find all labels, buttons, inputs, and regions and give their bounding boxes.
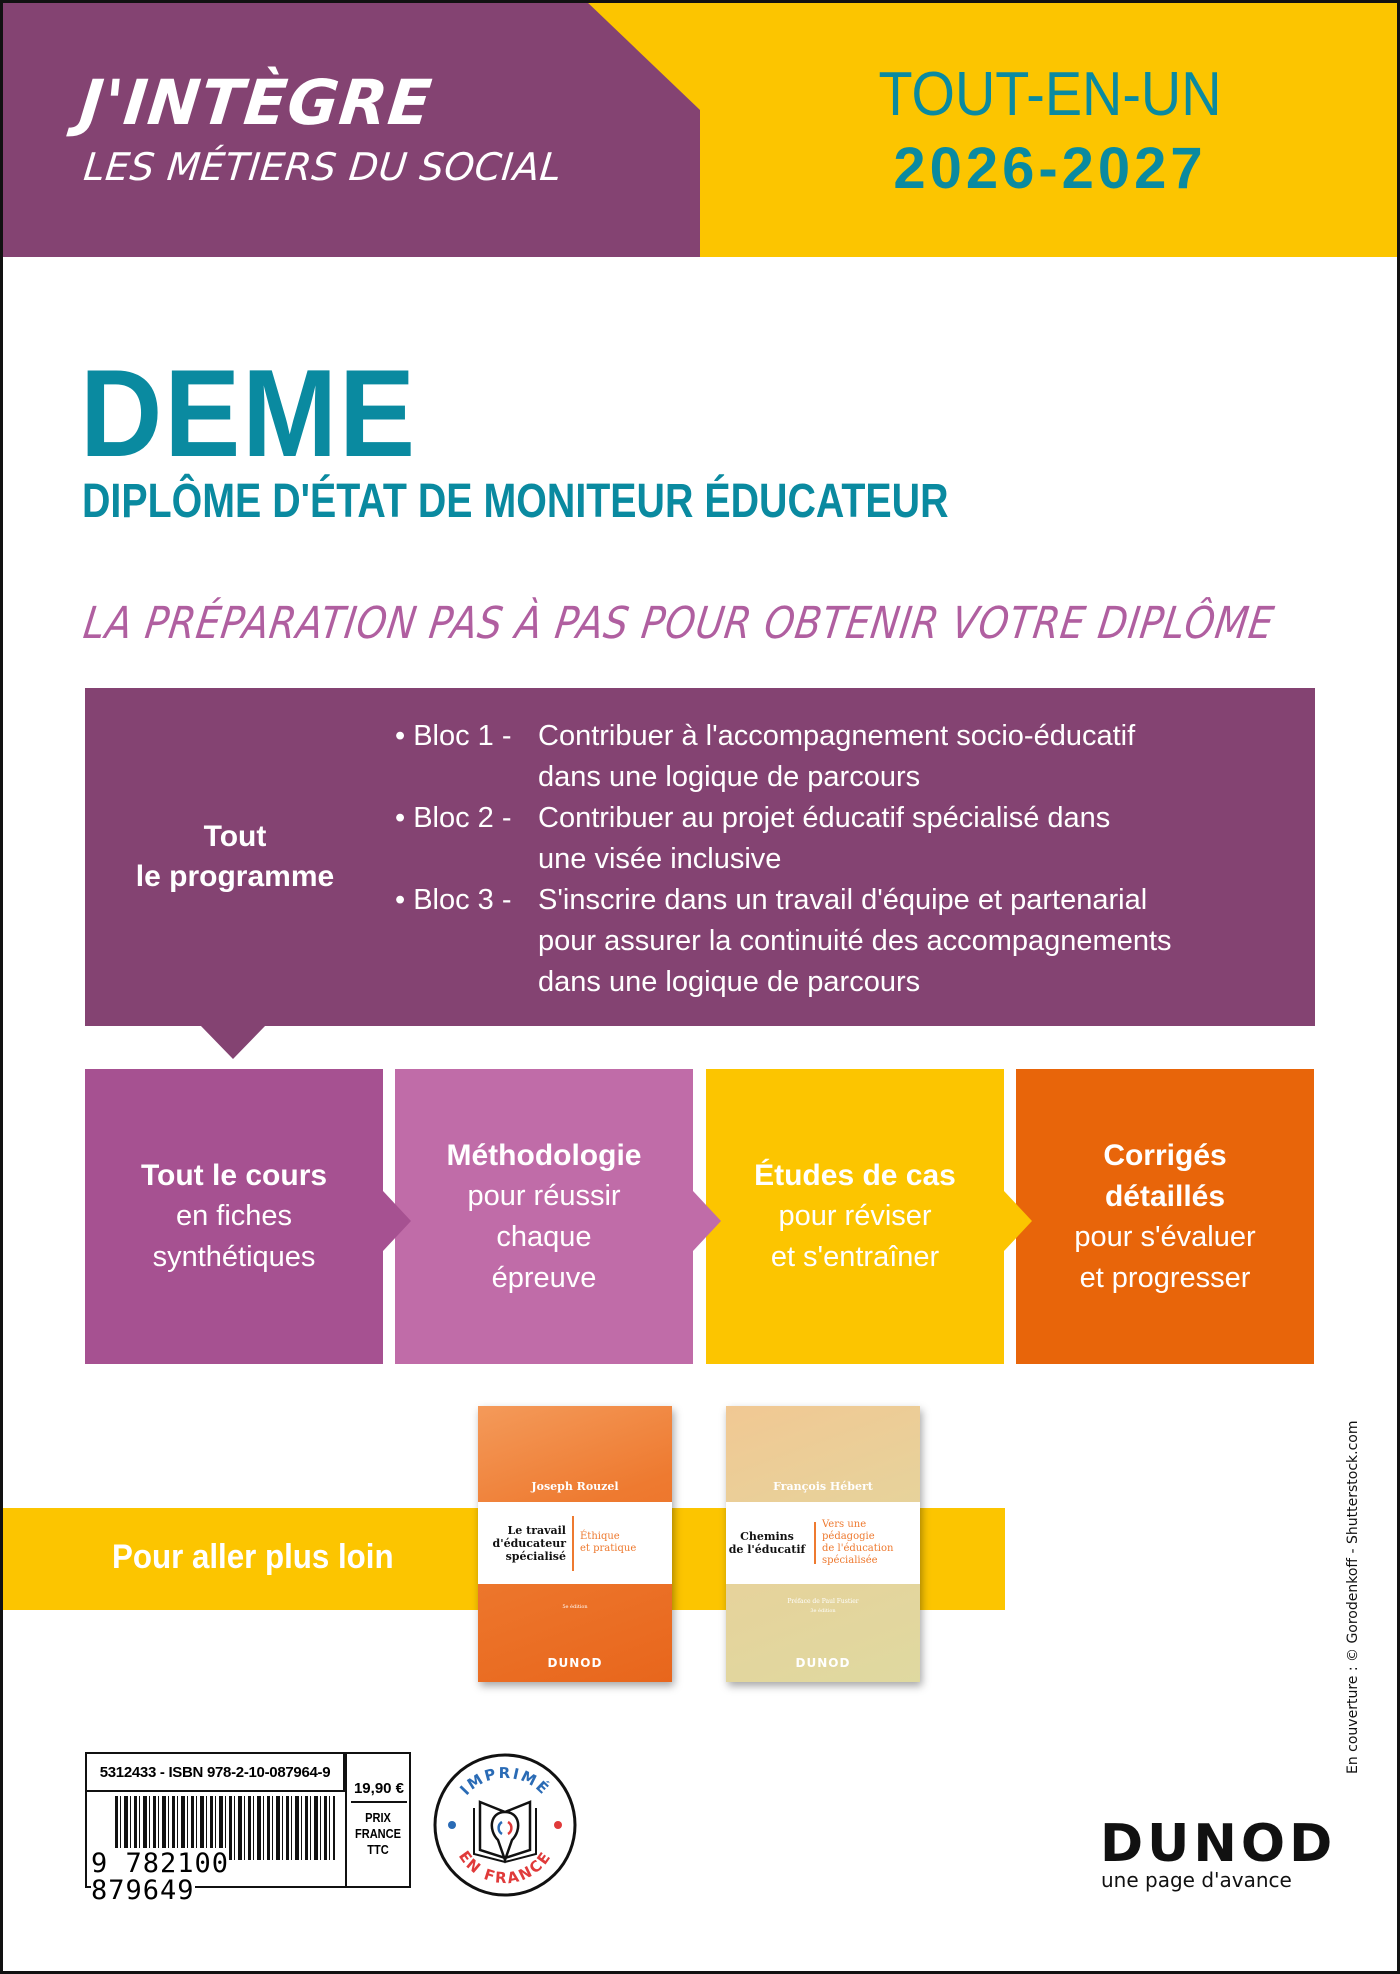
book-cover-hebert [726,1406,920,1682]
book-title-line: d'éducateur [492,1536,566,1550]
book-title-band [726,1502,920,1584]
book-publisher-logo: DUNOD [795,1656,851,1670]
feature-line: et progresser [1079,1261,1251,1294]
svg-text:IMPRIMÉ: IMPRIMÉ [456,1763,554,1799]
publisher-tagline: une page d'avance [1101,1868,1292,1892]
price-label-line: TTC [367,1842,389,1857]
bloc-list [395,716,1258,1003]
program-label-line2: le programme [135,860,335,893]
book-subtitle-line: pédagogie [822,1531,875,1542]
feature-title: Tout le cours [140,1159,328,1192]
barcode-digits-text: 9 782100 879649 [91,1848,230,1906]
feature-tile-corriges [1016,1069,1314,1364]
publisher-logo: DUNOD [1100,1814,1337,1874]
bloc-text [538,880,1258,1003]
bloc-line: dans une logique de parcours [538,966,921,998]
book-subtitle-line: de l'éducation [822,1543,894,1554]
bloc-line: une visée inclusive [538,843,782,875]
series-subtitle: LES MÉTIERS DU SOCIAL [81,145,565,189]
barcode-digits [91,1850,345,1904]
book-preface: Préface de Paul Fustier [787,1598,859,1605]
edition-years: 2026-2027 [893,136,1207,201]
book-subtitle-line: spécialisée [822,1555,878,1566]
book-title-line: spécialisé [505,1549,566,1563]
book-subtitle [816,1519,893,1567]
series-title: J'INTÈGRE [76,66,436,139]
bloc-head: • Bloc 3 - [395,884,512,916]
program-label [85,688,385,1026]
feature-title: Études de cas [754,1159,956,1192]
feature-tile-cours [85,1069,383,1364]
book-edition: 5e édition [562,1604,588,1610]
bloc-line: Contribuer à l'accompagnement socio-éducatif [538,720,1136,752]
feature-tile-methodologie [395,1069,693,1364]
cover-photo-credit: En couverture : © Gorodenkoff - Shutterstock.com [1345,1420,1361,1774]
book-cover-rouzel [478,1406,672,1682]
arrow-right-icon [693,1191,721,1251]
bloc-line: Contribuer au projet éducatif spécialisé dans [538,802,1111,834]
book-title [478,1516,574,1571]
feature-line: épreuve [491,1261,597,1294]
feature-line: chaque [496,1220,592,1253]
svg-text:EN FRANCE: EN FRANCE [454,1847,556,1888]
bloc-text [538,798,1258,880]
bloc-item [395,716,1258,798]
price-label-line: PRIX [365,1810,391,1825]
tagline: LA PRÉPARATION PAS À PAS POUR OBTENIR VOTRE DIPLÔME [80,598,1278,649]
feature-title: Méthodologie [446,1138,642,1172]
barcode-block [85,1752,411,1906]
book-author: Joseph Rouzel [531,1480,619,1493]
bloc-item [395,880,1258,1003]
book-publisher-logo: DUNOD [547,1656,603,1670]
book-title-band [478,1502,672,1584]
feature-line: synthétiques [152,1241,316,1273]
bloc-item [395,798,1258,880]
imprime-en-france-seal [430,1750,580,1900]
price-label [352,1810,405,1858]
program-box [85,688,1315,1026]
edition-label: TOUT-EN-UN [878,60,1222,129]
price-column [345,1754,409,1886]
pointer-triangle-icon [200,1025,266,1059]
arrow-right-icon [383,1191,411,1251]
book-edition: 3e édition [810,1608,836,1614]
book-title [726,1522,816,1564]
further-reading-label: Pour aller plus loin [112,1538,394,1576]
book-subtitle [574,1531,636,1555]
feature-line: pour réussir [467,1179,621,1212]
price-label-line: FRANCE [354,1826,402,1841]
book-subtitle-line: Éthique [580,1531,620,1542]
bloc-text [538,716,1258,798]
book-author: François Hébert [773,1480,873,1493]
program-label-line1: Tout [203,820,267,853]
isbn-line: 5312433 - ISBN 978-2-10-087964-9 [87,1754,345,1792]
book-title-line: de l'éducatif [728,1543,806,1556]
bloc-line: S'inscrire dans un travail d'équipe et partenarial [538,884,1148,916]
feature-line: pour s'évaluer [1074,1220,1256,1253]
bloc-head: • Bloc 1 - [395,720,512,752]
open-book-pin-icon [430,1750,580,1900]
feature-line: pour réviser [778,1200,932,1232]
feature-line: en fiches [175,1200,293,1232]
diploma-full-name: DIPLÔME D'ÉTAT DE MONITEUR ÉDUCATEUR [82,475,949,528]
book-title-line: Chemins [740,1530,794,1543]
feature-tile-etudes [706,1069,1004,1364]
feature-title: Corrigés [1103,1138,1227,1172]
arrow-right-icon [1004,1191,1032,1251]
bloc-line: pour assurer la continuité des accompagnements [538,925,1172,957]
book-subtitle-line: et pratique [580,1543,637,1554]
diploma-acronym: DEME [80,345,417,483]
price: 19,90 € [351,1780,407,1803]
feature-title: détaillés [1104,1179,1226,1213]
book-title-line: Le travail [507,1523,566,1537]
book-subtitle-line: Vers une [822,1519,867,1530]
bloc-head: • Bloc 2 - [395,802,512,834]
bloc-line: dans une logique de parcours [538,761,921,793]
feature-line: et s'entraîner [770,1241,940,1273]
